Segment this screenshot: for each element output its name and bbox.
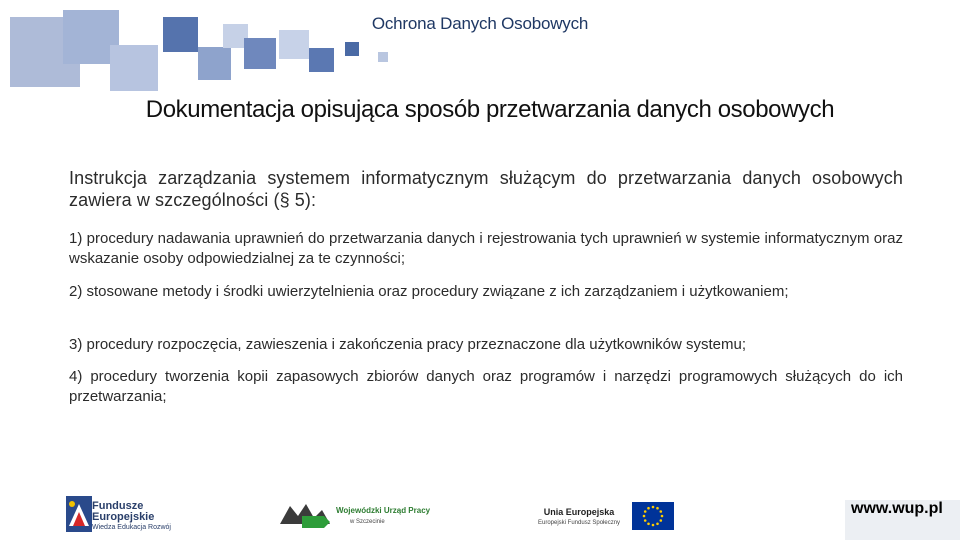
list-item: 1) procedury nadawania uprawnień do przetwarzania danych i rejestrowania tych uprawnień w systemie informatycznym oraz wskazanie osoby odpowiedzialnej za te czynności;	[69, 230, 903, 267]
wup-text	[336, 506, 430, 528]
wup-subtitle: w Szczecinie	[350, 519, 385, 525]
slide-title: Dokumentacja opisująca sposób przetwarzania danych osobowych	[145, 96, 835, 123]
deco-square	[378, 52, 388, 62]
wup-logo-icon	[280, 502, 330, 528]
deco-square	[279, 30, 309, 59]
list-item: 2) stosowane metody i środki uwierzytelnienia oraz procedury związane z ich zarządzaniem i użytkowaniem;	[69, 283, 789, 300]
fe-name-line2: Europejskie	[92, 511, 155, 523]
wup-name: Wojewódzki Urząd Pracy	[336, 506, 431, 515]
fundusze-europejskie-text	[92, 501, 171, 533]
fe-subtitle: Wiedza Edukacja Rozwój	[92, 524, 171, 531]
eu-flag-icon	[632, 502, 674, 530]
ue-name: Unia Europejska	[543, 507, 615, 517]
deco-square	[309, 48, 334, 72]
deco-square	[163, 17, 198, 52]
header-title: Ochrona Danych Osobowych	[371, 14, 589, 33]
list-item: 3) procedury rozpoczęcia, zawieszenia i zakończenia pracy przeznaczone dla użytkowników systemu;	[69, 336, 746, 353]
fundusze-europejskie-logo-icon	[66, 496, 92, 532]
deco-square	[110, 45, 158, 91]
website-url[interactable]: www.wup.pl	[845, 500, 960, 540]
deco-square	[244, 38, 276, 69]
deco-square	[345, 42, 359, 56]
fe-name-line1: Fundusze	[92, 500, 144, 512]
list-item: 4) procedury tworzenia kopii zapasowych zbiorów danych oraz programów i narzędzi programowych służących do ich przetwarzania;	[69, 368, 903, 405]
intro-paragraph: Instrukcja zarządzania systemem informatycznym służącym do przetwarzania danych osobowych zawiera w szczególności (§ 5):	[69, 168, 903, 210]
ue-text	[538, 507, 620, 528]
deco-square	[198, 47, 231, 80]
ue-subtitle: Europejski Fundusz Społeczny	[538, 520, 621, 526]
